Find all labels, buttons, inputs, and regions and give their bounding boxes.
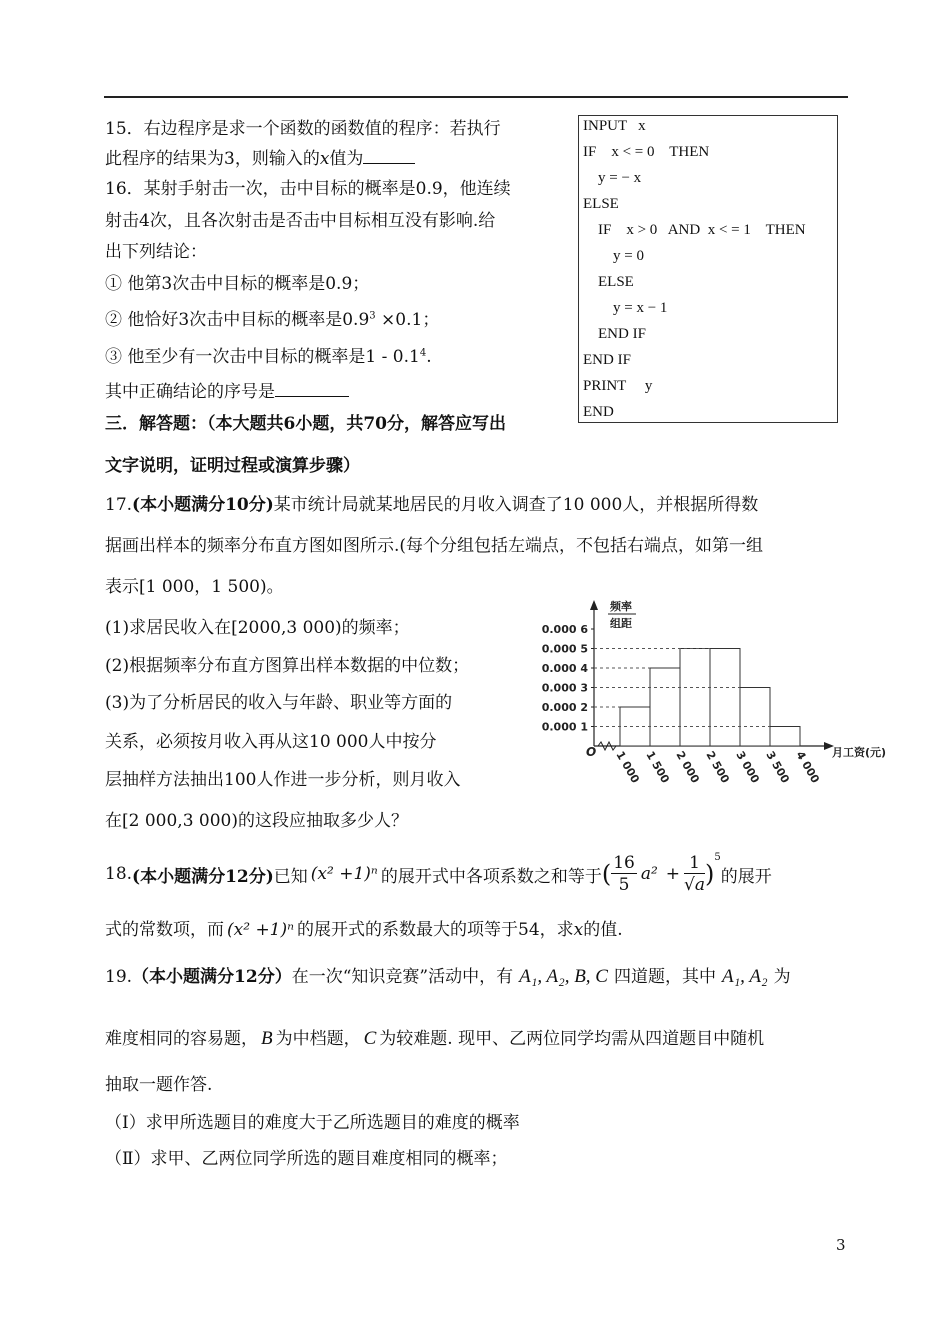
- header-rule: [104, 96, 848, 98]
- q16-item3-text: ③ 他至少有一次击中目标的概率是1 - 0.1: [105, 347, 420, 367]
- y-tick-label: 0.000 5: [541, 642, 588, 656]
- q18-var-x: x: [573, 920, 584, 940]
- q19-problem-set: A₁, A₂, B, C: [519, 966, 608, 987]
- q19-var-C: C: [363, 1028, 377, 1049]
- histogram-bar: [710, 649, 740, 747]
- q16-item2: [105, 305, 439, 330]
- q18-line1: [105, 846, 772, 902]
- y-tick-label: 0.000 4: [541, 662, 588, 675]
- q18-frac2-num: 1: [684, 853, 705, 874]
- q15-line1: 15．右边程序是求一个函数的函数值的程序：若执行: [105, 119, 501, 139]
- q17-line2: 据画出样本的频率分布直方图如图所示.(每个分组包括左端点，不包括右端点，如第一组: [105, 536, 764, 556]
- q15-line2: [105, 144, 415, 169]
- program-line: y = x − 1: [583, 300, 668, 316]
- y-tick-label: 0.000 2: [541, 701, 588, 714]
- q18-text2: 的展开式中各项系数之和等于: [380, 866, 602, 887]
- q17-number: 17.: [105, 495, 133, 515]
- q16-item3-tail: .: [426, 347, 432, 367]
- q15-line2-pre: 此程序的结果为3，则输入的: [105, 149, 320, 169]
- x-tick-label: 3 000: [733, 749, 762, 786]
- histogram-bar: [770, 727, 800, 747]
- x-tick-label: 4 000: [793, 749, 822, 786]
- x-tick-label: 3 500: [763, 749, 792, 786]
- histogram-bar: [740, 688, 770, 747]
- q18-plus: +: [665, 864, 681, 884]
- q19-line2-b: 为中档题，: [275, 1029, 361, 1049]
- q16-line1: 16．某射手射击一次，击中目标的概率是0.9，他连续: [105, 179, 511, 199]
- q16-line4-text: 其中正确结论的序号是: [105, 382, 275, 402]
- q18-fraction-1-sqrt-a: [684, 853, 705, 896]
- x-tick-label: 1 500: [643, 749, 672, 786]
- x-axis-label: 月工资(元): [832, 746, 887, 759]
- y-axis-label-top: 频率: [610, 600, 632, 613]
- q17-score: (本小题满分10分): [132, 495, 274, 515]
- q16-item2-exp: 3: [369, 310, 376, 322]
- q17-part3a: (3)为了分析居民的收入与年龄、职业等方面的: [105, 693, 453, 713]
- q18-power: 5: [714, 852, 721, 863]
- y-axis-arrow: [590, 600, 598, 610]
- q18-line2: [105, 915, 623, 940]
- q16-line2: 射击4次，且各次射击是否击中目标相互没有影响.给: [105, 211, 496, 231]
- q16-item3-exp: 4: [419, 347, 427, 359]
- program-line: END IF: [583, 326, 646, 342]
- section3-subtitle: 文字说明，证明过程或演算步骤）: [105, 456, 360, 476]
- program-line: END IF: [583, 352, 631, 368]
- q15-var: x: [319, 149, 330, 169]
- q16-item2-text: ② 他恰好3次击中目标的概率是0.9: [105, 310, 370, 330]
- q18-frac2-den: √a: [684, 874, 706, 895]
- q18-fraction-16-5: [611, 853, 637, 896]
- q16-item3: [105, 342, 432, 367]
- y-axis-label-bottom: 组距: [610, 617, 632, 630]
- q19-text1: 在一次“知识竞赛”活动中，有: [291, 967, 514, 987]
- q16-line4: [105, 377, 349, 402]
- q19-line2-c: 为较难题. 现甲、乙两位同学均需从四道题目中随机: [379, 1029, 765, 1049]
- program-line: y = 0: [583, 248, 644, 264]
- program-line: ELSE: [583, 196, 619, 212]
- page-number: 3: [836, 1236, 846, 1254]
- program-line: ELSE: [583, 274, 634, 290]
- q17-part3d: 在[2 000,3 000)的这段应抽取多少人？: [105, 811, 409, 831]
- q19-line2: [105, 1024, 764, 1050]
- program-line: END: [583, 404, 614, 420]
- program-line: IF x < = 0 THEN: [583, 144, 710, 160]
- q19-text3: 为: [773, 967, 791, 987]
- q17-part2: (2)根据频率分布直方图算出样本数据的中位数；: [105, 656, 470, 676]
- q18-line2-a: 式的常数项，而: [105, 920, 224, 940]
- program-line: IF x > 0 AND x < = 1 THEN: [583, 222, 806, 238]
- q18-frac1-den: 5: [618, 874, 630, 895]
- program-line: y = − x: [583, 170, 642, 186]
- q19-score: （本小题满分12分）: [132, 967, 292, 987]
- q19-text2: 四道题，其中: [613, 967, 716, 987]
- q18-frac1-num: 16: [613, 852, 635, 873]
- q19-number: 19.: [105, 967, 133, 987]
- x-tick-label: 2 500: [703, 749, 732, 786]
- q19-easy-pair: A₁, A₂: [721, 966, 768, 987]
- q18-text1: 已知: [273, 866, 308, 887]
- histogram-bar: [680, 649, 710, 747]
- q19-line3: 抽取一题作答.: [105, 1075, 213, 1095]
- y-tick-label: 0.000 3: [541, 681, 588, 695]
- q19-var-B: B: [261, 1028, 273, 1049]
- q18-expression: (x² +1)ⁿ: [310, 864, 378, 884]
- y-tick-label: 0.000 6: [541, 623, 588, 636]
- q18-number: 18.: [105, 864, 133, 884]
- q17-part1: (1)求居民收入在[2000,3 000)的频率；: [105, 618, 410, 638]
- q16-item1: ① 他第3次击中目标的概率是0.9；: [105, 274, 370, 294]
- q17-line1: [105, 490, 758, 515]
- q18-line2-b: 的展开式的系数最大的项等于54，求: [297, 920, 574, 940]
- program-line: PRINT y: [583, 378, 653, 394]
- histogram-bar: [650, 668, 680, 746]
- q17-part3b: 关系，必须按月收入再从这10 000人中按分: [105, 732, 437, 752]
- q17-line1-text: 某市统计局就某地居民的月收入调查了10 000人，并根据所得数: [273, 495, 759, 515]
- q18-paren-close: ): [705, 860, 715, 888]
- q17-part3c: 层抽样方法抽出100人作进一步分析，则月收入: [105, 770, 461, 790]
- q17-line3: 表示[1 000，1 500)。: [105, 577, 284, 597]
- x-tick-label: 2 000: [673, 749, 702, 786]
- q18-text3: 的展开: [720, 866, 772, 887]
- q19-line1: [105, 962, 791, 988]
- q18-line2-c: 的值.: [583, 920, 623, 940]
- q15-line2-post: 值为: [329, 149, 364, 169]
- section3-title: 三．解答题：（本大题共6小题，共70分，解答应写出: [105, 414, 506, 434]
- y-tick-label: 0.000 1: [541, 720, 588, 734]
- x-tick-label: 1 000: [613, 749, 642, 786]
- q16-answer-blank: [275, 380, 349, 397]
- frequency-histogram: [528, 596, 900, 790]
- program-line: INPUT x: [583, 118, 646, 134]
- q19-part1: （Ⅰ）求甲所选题目的难度大于乙所选题目的难度的概率: [105, 1113, 520, 1133]
- q18-paren-open: (: [601, 860, 612, 888]
- q19-line2-a: 难度相同的容易题，: [105, 1029, 258, 1049]
- q19-part2: （Ⅱ）求甲、乙两位同学所选的题目难度相同的概率；: [105, 1149, 508, 1169]
- q15-answer-blank: [363, 147, 415, 164]
- q18-a-squared: a²: [640, 864, 658, 884]
- program-box: [578, 115, 838, 423]
- q16-line3: 出下列结论：: [105, 242, 207, 262]
- q16-item2-tail: ×0.1；: [375, 310, 440, 330]
- origin-label: O: [586, 745, 597, 759]
- q18-score: (本小题满分12分): [132, 866, 274, 887]
- q18-expression-2: (x² +1)ⁿ: [227, 920, 295, 940]
